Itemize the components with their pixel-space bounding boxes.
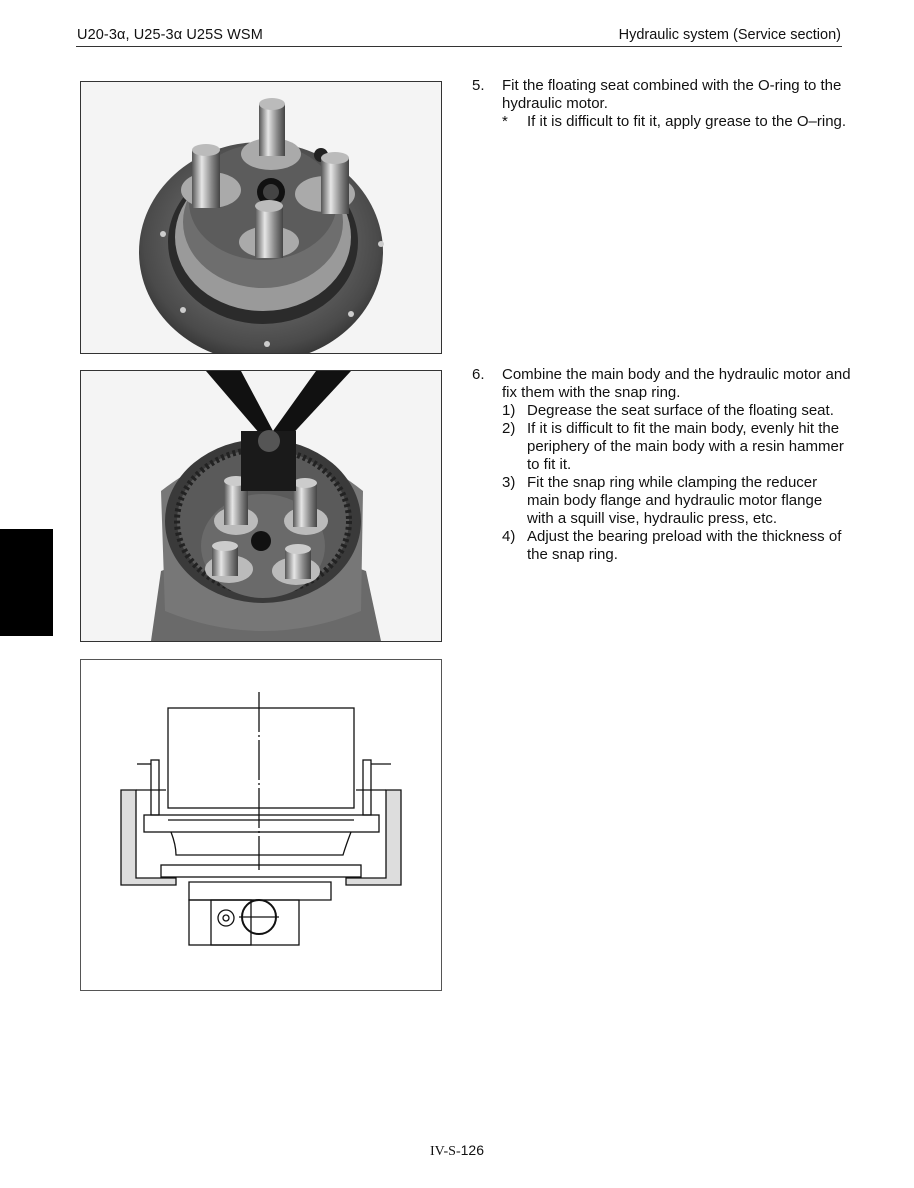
step-item (472, 366, 852, 564)
substep-text: Degrease the seat surface of the floating seat. (527, 402, 834, 419)
substep-marker: 3) (502, 474, 516, 491)
snap-ring-fitting-illustration (81, 371, 441, 641)
substep-text: If it is difficult to fit the main body, evenly hit the periphery of the main body with a resin hammer to fit it. (527, 420, 844, 473)
page-prefix: IV-S- (430, 1144, 461, 1159)
instruction-step-6 (472, 366, 852, 564)
figure-snap-ring-fitting-photo (80, 370, 442, 642)
substep-text: Adjust the bearing preload with the thickness of the snap ring. (527, 528, 842, 563)
page-number (0, 1142, 914, 1160)
figure-clamping-diagram (80, 659, 442, 991)
header-section-title: Hydraulic system (Service section) (618, 27, 841, 43)
note-text: If it is difficult to fit it, apply grease to the O–ring. (527, 113, 847, 130)
clamping-cross-section-drawing (81, 660, 441, 990)
header-model-title: U20-3α, U25-3α U25S WSM (77, 27, 263, 43)
substep-1 (502, 402, 852, 420)
substep-marker: 1) (502, 402, 516, 419)
step-note (502, 113, 852, 131)
step-number: 6. (472, 366, 485, 383)
step-text: Fit the floating seat combined with the O-ring to the hydraulic motor. (502, 77, 842, 112)
substep-marker: 2) (502, 420, 516, 437)
substep-2 (502, 420, 852, 474)
step-number: 5. (472, 77, 485, 94)
note-marker: * (502, 113, 508, 130)
instruction-step-5 (472, 77, 852, 131)
substep-4 (502, 528, 852, 564)
substep-text: Fit the snap ring while clamping the reducer main body flange and hydraulic motor flange with a squill vise, hydraulic press, etc. (527, 474, 823, 527)
substep-3 (502, 474, 852, 528)
step-item (472, 77, 852, 131)
page-number-value: 126 (460, 1142, 484, 1158)
header-divider (76, 46, 842, 47)
step-text: Combine the main body and the hydraulic motor and fix them with the snap ring. (502, 366, 851, 401)
figure-hydraulic-motor-photo (80, 81, 442, 354)
hydraulic-motor-illustration (81, 82, 441, 353)
substep-marker: 4) (502, 528, 516, 545)
section-tab-marker (0, 529, 53, 636)
